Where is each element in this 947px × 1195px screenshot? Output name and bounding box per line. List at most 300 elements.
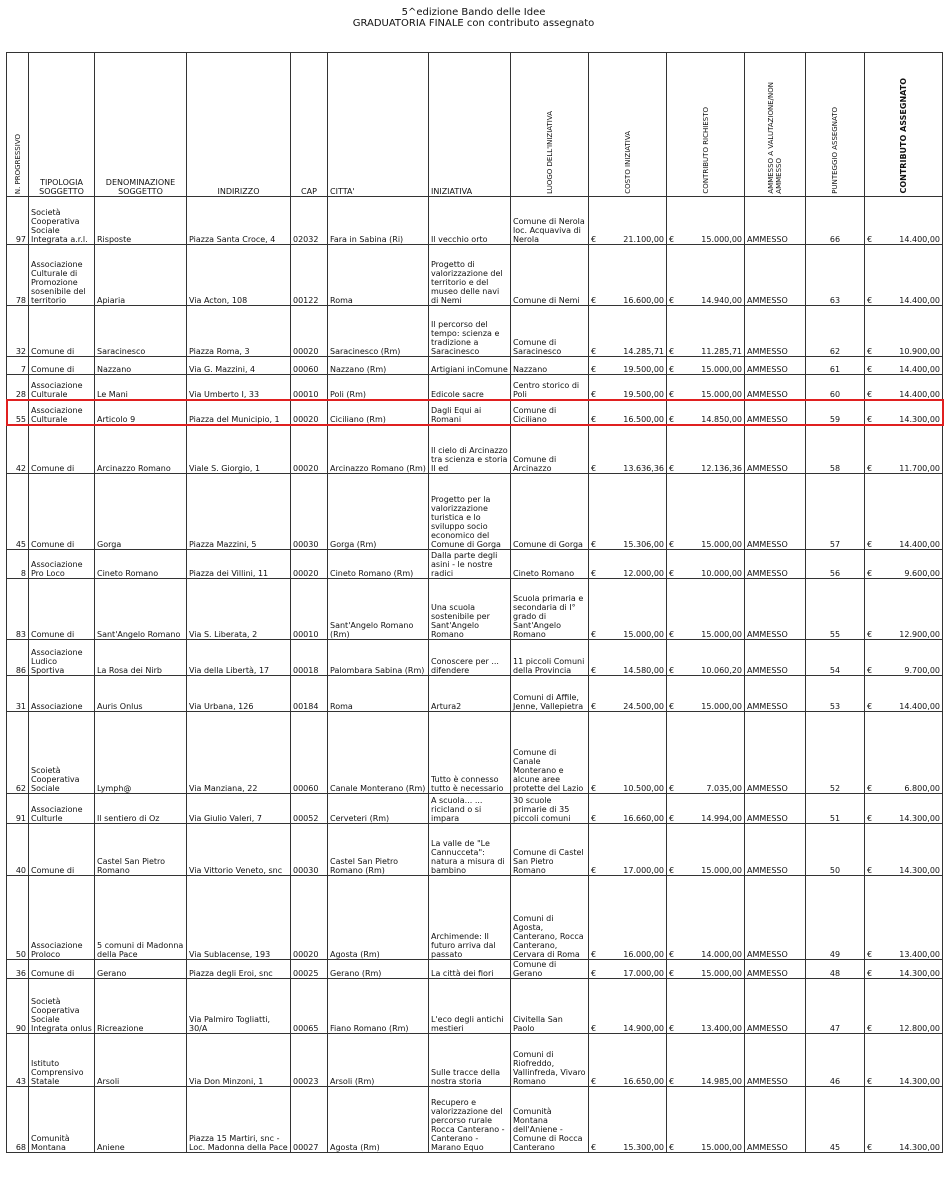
header-ammesso: AMMESSO A VALUTAZIONE/NON AMMESSO bbox=[745, 53, 806, 197]
contributo-assegnato-cell bbox=[865, 876, 943, 960]
luogo-cell: Comune di Nemi bbox=[511, 245, 589, 306]
row-number: 7 bbox=[7, 357, 29, 375]
cap-cell: 00184 bbox=[291, 676, 328, 712]
euro-sign: € bbox=[669, 390, 675, 399]
punteggio-cell: 51 bbox=[806, 794, 865, 824]
costo-cell bbox=[589, 474, 667, 550]
table-row bbox=[7, 375, 943, 400]
header-citta: CITTA' bbox=[328, 53, 429, 197]
cap-cell: 00027 bbox=[291, 1087, 328, 1153]
tipologia-cell: Associazione Culturale di Promozione sosenibile del territorio bbox=[29, 245, 95, 306]
richiesto-cell bbox=[667, 375, 745, 400]
table-row bbox=[7, 712, 943, 794]
luogo-cell: Comune di Arcinazzo bbox=[511, 425, 589, 474]
euro-sign: € bbox=[591, 1143, 597, 1152]
euro-sign: € bbox=[591, 464, 597, 473]
contributo-assegnato-cell bbox=[865, 794, 943, 824]
euro-sign: € bbox=[669, 666, 675, 675]
richiesto-cell bbox=[667, 197, 745, 245]
amount-value: 11.285,71 bbox=[701, 347, 742, 356]
amount-value: 10.060,20 bbox=[701, 666, 742, 675]
amount-value: 15.000,00 bbox=[701, 365, 742, 374]
esito-cell: AMMESSO bbox=[745, 876, 806, 960]
punteggio-cell: 47 bbox=[806, 979, 865, 1034]
amount-value: 16.650,00 bbox=[623, 1077, 664, 1086]
header-tipologia: TIPOLOGIA SOGGETTO bbox=[29, 53, 95, 197]
esito-cell: AMMESSO bbox=[745, 306, 806, 357]
contributo-assegnato-cell bbox=[865, 979, 943, 1034]
euro-sign: € bbox=[591, 1024, 597, 1033]
euro-sign: € bbox=[669, 540, 675, 549]
luogo-cell: Comuni di Affile, Jenne, Vallepietra bbox=[511, 676, 589, 712]
denominazione-cell: Sant'Angelo Romano bbox=[95, 579, 187, 640]
euro-sign: € bbox=[669, 347, 675, 356]
iniziativa-cell: Tutto è connesso tutto è necessario bbox=[429, 712, 511, 794]
citta-cell: Cerveteri (Rm) bbox=[328, 794, 429, 824]
amount-value: 21.100,00 bbox=[623, 235, 664, 244]
table-row bbox=[7, 400, 943, 425]
euro-sign: € bbox=[591, 866, 597, 875]
amount-value: 13.400,00 bbox=[899, 950, 940, 959]
euro-sign: € bbox=[669, 866, 675, 875]
costo-cell bbox=[589, 794, 667, 824]
cap-cell: 00020 bbox=[291, 425, 328, 474]
citta-cell: Gerano (Rm) bbox=[328, 960, 429, 979]
luogo-cell: Comune di Nerola loc. Acquaviva di Nerola bbox=[511, 197, 589, 245]
amount-value: 15.000,00 bbox=[623, 630, 664, 639]
richiesto-cell bbox=[667, 712, 745, 794]
iniziativa-cell: Il percorso del tempo: scienza e tradizione a Saracinesco bbox=[429, 306, 511, 357]
richiesto-cell bbox=[667, 306, 745, 357]
costo-cell bbox=[589, 197, 667, 245]
luogo-cell: Comune di Ciciliano bbox=[511, 400, 589, 425]
citta-cell: Nazzano (Rm) bbox=[328, 357, 429, 375]
punteggio-cell: 66 bbox=[806, 197, 865, 245]
luogo-cell: Comuni di Agosta, Canterano, Rocca Canterano, Cervara di Roma bbox=[511, 876, 589, 960]
citta-cell: Cineto Romano (Rm) bbox=[328, 550, 429, 579]
amount-value: 14.300,00 bbox=[899, 1077, 940, 1086]
esito-cell: AMMESSO bbox=[745, 357, 806, 375]
euro-sign: € bbox=[669, 950, 675, 959]
punteggio-cell: 48 bbox=[806, 960, 865, 979]
punteggio-cell: 45 bbox=[806, 1087, 865, 1153]
amount-value: 15.306,00 bbox=[623, 540, 664, 549]
contributo-assegnato-cell bbox=[865, 579, 943, 640]
euro-sign: € bbox=[867, 296, 873, 305]
indirizzo-cell: Via Giulio Valeri, 7 bbox=[187, 794, 291, 824]
euro-sign: € bbox=[669, 296, 675, 305]
euro-sign: € bbox=[591, 235, 597, 244]
document-title: 5^edizione Bando delle Idee bbox=[401, 7, 546, 18]
amount-value: 14.300,00 bbox=[899, 969, 940, 978]
table-row bbox=[7, 474, 943, 550]
amount-value: 10.000,00 bbox=[701, 569, 742, 578]
denominazione-cell: La Rosa dei Nirb bbox=[95, 640, 187, 676]
amount-value: 13.636,36 bbox=[623, 464, 664, 473]
row-number: 40 bbox=[7, 824, 29, 876]
contributo-assegnato-cell bbox=[865, 375, 943, 400]
euro-sign: € bbox=[867, 666, 873, 675]
citta-cell: Gorga (Rm) bbox=[328, 474, 429, 550]
esito-cell: AMMESSO bbox=[745, 979, 806, 1034]
richiesto-cell bbox=[667, 400, 745, 425]
amount-value: 15.000,00 bbox=[701, 969, 742, 978]
indirizzo-cell: Via G. Mazzini, 4 bbox=[187, 357, 291, 375]
amount-value: 14.400,00 bbox=[899, 365, 940, 374]
euro-sign: € bbox=[591, 390, 597, 399]
amount-value: 15.000,00 bbox=[701, 390, 742, 399]
euro-sign: € bbox=[591, 950, 597, 959]
header-costo: COSTO INIZIATIVA bbox=[589, 53, 667, 197]
indirizzo-cell: Via S. Liberata, 2 bbox=[187, 579, 291, 640]
table-row bbox=[7, 1087, 943, 1153]
tipologia-cell: Comune di bbox=[29, 425, 95, 474]
punteggio-cell: 56 bbox=[806, 550, 865, 579]
contributo-assegnato-cell bbox=[865, 245, 943, 306]
euro-sign: € bbox=[867, 784, 873, 793]
luogo-cell: 11 piccoli Comuni della Provincia bbox=[511, 640, 589, 676]
punteggio-cell: 50 bbox=[806, 824, 865, 876]
citta-cell: Poli (Rm) bbox=[328, 375, 429, 400]
esito-cell: AMMESSO bbox=[745, 197, 806, 245]
luogo-cell: Civitella San Paolo bbox=[511, 979, 589, 1034]
esito-cell: AMMESSO bbox=[745, 712, 806, 794]
citta-cell: Arsoli (Rm) bbox=[328, 1034, 429, 1087]
amount-value: 16.000,00 bbox=[623, 950, 664, 959]
table-row bbox=[7, 357, 943, 375]
iniziativa-cell: Progetto per la valorizzazione turistica e lo sviluppo socio economico del Comune di Gorga bbox=[429, 474, 511, 550]
citta-cell: Saracinesco (Rm) bbox=[328, 306, 429, 357]
iniziativa-cell: Dagli Equi ai Romani bbox=[429, 400, 511, 425]
header-indirizzo: INDIRIZZO bbox=[187, 53, 291, 197]
euro-sign: € bbox=[591, 540, 597, 549]
amount-value: 16.600,00 bbox=[623, 296, 664, 305]
contributo-assegnato-cell bbox=[865, 306, 943, 357]
amount-value: 11.700,00 bbox=[899, 464, 940, 473]
euro-sign: € bbox=[669, 630, 675, 639]
richiesto-cell bbox=[667, 1034, 745, 1087]
iniziativa-cell: Edicole sacre bbox=[429, 375, 511, 400]
luogo-cell: Comune di Canale Monterano e alcune aree protette del Lazio bbox=[511, 712, 589, 794]
euro-sign: € bbox=[591, 814, 597, 823]
richiesto-cell bbox=[667, 979, 745, 1034]
denominazione-cell: Castel San Pietro Romano bbox=[95, 824, 187, 876]
euro-sign: € bbox=[867, 1024, 873, 1033]
indirizzo-cell: Piazza Santa Croce, 4 bbox=[187, 197, 291, 245]
contributo-assegnato-cell bbox=[865, 474, 943, 550]
table-row bbox=[7, 245, 943, 306]
amount-value: 14.580,00 bbox=[623, 666, 664, 675]
euro-sign: € bbox=[867, 814, 873, 823]
iniziativa-cell: Il cielo di Arcinazzo tra scienza e storia II ed bbox=[429, 425, 511, 474]
tipologia-cell: Comune di bbox=[29, 960, 95, 979]
amount-value: 14.900,00 bbox=[623, 1024, 664, 1033]
richiesto-cell bbox=[667, 794, 745, 824]
iniziativa-cell: Dalla parte degli asini - le nostre radici bbox=[429, 550, 511, 579]
amount-value: 24.500,00 bbox=[623, 702, 664, 711]
luogo-cell: Nazzano bbox=[511, 357, 589, 375]
row-number: 68 bbox=[7, 1087, 29, 1153]
euro-sign: € bbox=[867, 1143, 873, 1152]
ranking-table bbox=[6, 52, 943, 1153]
punteggio-cell: 52 bbox=[806, 712, 865, 794]
citta-cell: Fiano Romano (Rm) bbox=[328, 979, 429, 1034]
costo-cell bbox=[589, 245, 667, 306]
esito-cell: AMMESSO bbox=[745, 425, 806, 474]
amount-value: 14.400,00 bbox=[899, 540, 940, 549]
table-row bbox=[7, 676, 943, 712]
amount-value: 12.800,00 bbox=[899, 1024, 940, 1033]
euro-sign: € bbox=[669, 569, 675, 578]
denominazione-cell: Nazzano bbox=[95, 357, 187, 375]
header-iniziativa: INIZIATIVA bbox=[429, 53, 511, 197]
punteggio-cell: 63 bbox=[806, 245, 865, 306]
tipologia-cell: Associazione Culturale bbox=[29, 400, 95, 425]
costo-cell bbox=[589, 425, 667, 474]
punteggio-cell: 55 bbox=[806, 579, 865, 640]
amount-value: 19.500,00 bbox=[623, 365, 664, 374]
cap-cell: 00030 bbox=[291, 474, 328, 550]
cap-cell: 00052 bbox=[291, 794, 328, 824]
euro-sign: € bbox=[669, 1143, 675, 1152]
contributo-assegnato-cell bbox=[865, 1087, 943, 1153]
indirizzo-cell: Via della Libertà, 17 bbox=[187, 640, 291, 676]
amount-value: 14.285,71 bbox=[623, 347, 664, 356]
euro-sign: € bbox=[591, 365, 597, 374]
amount-value: 14.850,00 bbox=[701, 415, 742, 424]
euro-sign: € bbox=[669, 1077, 675, 1086]
punteggio-cell: 54 bbox=[806, 640, 865, 676]
iniziativa-cell: Una scuola sostenibile per Sant'Angelo Romano bbox=[429, 579, 511, 640]
indirizzo-cell: Piazza Roma, 3 bbox=[187, 306, 291, 357]
cap-cell: 00010 bbox=[291, 579, 328, 640]
punteggio-cell: 61 bbox=[806, 357, 865, 375]
amount-value: 14.300,00 bbox=[899, 1143, 940, 1152]
cap-cell: 00060 bbox=[291, 712, 328, 794]
euro-sign: € bbox=[591, 630, 597, 639]
citta-cell: Agosta (Rm) bbox=[328, 1087, 429, 1153]
cap-cell: 00020 bbox=[291, 876, 328, 960]
euro-sign: € bbox=[591, 702, 597, 711]
contributo-assegnato-cell bbox=[865, 824, 943, 876]
amount-value: 14.940,00 bbox=[701, 296, 742, 305]
row-number: 42 bbox=[7, 425, 29, 474]
amount-value: 17.000,00 bbox=[623, 866, 664, 875]
costo-cell bbox=[589, 640, 667, 676]
luogo-cell: Cineto Romano bbox=[511, 550, 589, 579]
denominazione-cell: 5 comuni di Madonna della Pace bbox=[95, 876, 187, 960]
amount-value: 15.000,00 bbox=[701, 702, 742, 711]
denominazione-cell: Articolo 9 bbox=[95, 400, 187, 425]
row-number: 55 bbox=[7, 400, 29, 425]
punteggio-cell: 58 bbox=[806, 425, 865, 474]
cap-cell: 00065 bbox=[291, 979, 328, 1034]
amount-value: 12.000,00 bbox=[623, 569, 664, 578]
euro-sign: € bbox=[867, 365, 873, 374]
tipologia-cell: Comune di bbox=[29, 474, 95, 550]
cap-cell: 02032 bbox=[291, 197, 328, 245]
euro-sign: € bbox=[867, 464, 873, 473]
denominazione-cell: Le Mani bbox=[95, 375, 187, 400]
indirizzo-cell: Via Acton, 108 bbox=[187, 245, 291, 306]
denominazione-cell: Gorga bbox=[95, 474, 187, 550]
tipologia-cell: Società Cooperativa Sociale Integrata a.r.l. bbox=[29, 197, 95, 245]
esito-cell: AMMESSO bbox=[745, 1034, 806, 1087]
amount-value: 10.900,00 bbox=[899, 347, 940, 356]
cap-cell: 00023 bbox=[291, 1034, 328, 1087]
esito-cell: AMMESSO bbox=[745, 550, 806, 579]
euro-sign: € bbox=[591, 347, 597, 356]
euro-sign: € bbox=[867, 702, 873, 711]
euro-sign: € bbox=[669, 702, 675, 711]
euro-sign: € bbox=[867, 969, 873, 978]
table-body bbox=[7, 197, 943, 1153]
euro-sign: € bbox=[867, 1077, 873, 1086]
richiesto-cell bbox=[667, 550, 745, 579]
contributo-assegnato-cell bbox=[865, 550, 943, 579]
cap-cell: 00010 bbox=[291, 375, 328, 400]
row-number: 83 bbox=[7, 579, 29, 640]
cap-cell: 00018 bbox=[291, 640, 328, 676]
row-number: 62 bbox=[7, 712, 29, 794]
table-row bbox=[7, 824, 943, 876]
euro-sign: € bbox=[591, 969, 597, 978]
amount-value: 14.300,00 bbox=[899, 814, 940, 823]
amount-value: 14.400,00 bbox=[899, 390, 940, 399]
punteggio-cell: 62 bbox=[806, 306, 865, 357]
luogo-cell: Comune di Castel San Pietro Romano bbox=[511, 824, 589, 876]
costo-cell bbox=[589, 979, 667, 1034]
euro-sign: € bbox=[591, 1077, 597, 1086]
esito-cell: AMMESSO bbox=[745, 474, 806, 550]
euro-sign: € bbox=[867, 630, 873, 639]
costo-cell bbox=[589, 676, 667, 712]
esito-cell: AMMESSO bbox=[745, 579, 806, 640]
euro-sign: € bbox=[867, 415, 873, 424]
citta-cell: Arcinazzo Romano (Rm) bbox=[328, 425, 429, 474]
costo-cell bbox=[589, 960, 667, 979]
tipologia-cell: Comune di bbox=[29, 306, 95, 357]
row-number: 32 bbox=[7, 306, 29, 357]
euro-sign: € bbox=[867, 950, 873, 959]
indirizzo-cell: Via Don Minzoni, 1 bbox=[187, 1034, 291, 1087]
euro-sign: € bbox=[669, 365, 675, 374]
amount-value: 15.300,00 bbox=[623, 1143, 664, 1152]
euro-sign: € bbox=[591, 569, 597, 578]
indirizzo-cell: Piazza dei Villini, 11 bbox=[187, 550, 291, 579]
luogo-cell: Scuola primaria e secondaria di I° grado di Sant'Angelo Romano bbox=[511, 579, 589, 640]
indirizzo-cell: Viale S. Giorgio, 1 bbox=[187, 425, 291, 474]
cap-cell: 00020 bbox=[291, 306, 328, 357]
richiesto-cell bbox=[667, 1087, 745, 1153]
euro-sign: € bbox=[867, 390, 873, 399]
row-number: 86 bbox=[7, 640, 29, 676]
luogo-cell: Comuni di Riofreddo, Vallinfreda, Vivaro Romano bbox=[511, 1034, 589, 1087]
richiesto-cell bbox=[667, 474, 745, 550]
costo-cell bbox=[589, 712, 667, 794]
esito-cell: AMMESSO bbox=[745, 375, 806, 400]
euro-sign: € bbox=[669, 814, 675, 823]
tipologia-cell: Associazione Ludico Sportiva bbox=[29, 640, 95, 676]
cap-cell: 00025 bbox=[291, 960, 328, 979]
tipologia-cell: Comune di bbox=[29, 824, 95, 876]
amount-value: 19.500,00 bbox=[623, 390, 664, 399]
tipologia-cell: Istituto Comprensivo Statale bbox=[29, 1034, 95, 1087]
denominazione-cell: Apiaria bbox=[95, 245, 187, 306]
row-number: 36 bbox=[7, 960, 29, 979]
header-denominazione: DENOMINAZIONE SOGGETTO bbox=[95, 53, 187, 197]
indirizzo-cell: Via Umberto I, 33 bbox=[187, 375, 291, 400]
euro-sign: € bbox=[669, 235, 675, 244]
euro-sign: € bbox=[669, 415, 675, 424]
row-number: 90 bbox=[7, 979, 29, 1034]
denominazione-cell: Aniene bbox=[95, 1087, 187, 1153]
indirizzo-cell: Via Palmiro Togliatti, 30/A bbox=[187, 979, 291, 1034]
euro-sign: € bbox=[867, 866, 873, 875]
costo-cell bbox=[589, 579, 667, 640]
esito-cell: AMMESSO bbox=[745, 960, 806, 979]
iniziativa-cell: Recupero e valorizzazione del percorso rurale Rocca Canterano - Canterano - Marano Equo bbox=[429, 1087, 511, 1153]
row-number: 8 bbox=[7, 550, 29, 579]
denominazione-cell: Saracinesco bbox=[95, 306, 187, 357]
costo-cell bbox=[589, 876, 667, 960]
citta-cell: Castel San Pietro Romano (Rm) bbox=[328, 824, 429, 876]
document-subtitle: GRADUATORIA FINALE con contributo assegnato bbox=[352, 18, 595, 29]
table-row bbox=[7, 1034, 943, 1087]
iniziativa-cell: Artura2 bbox=[429, 676, 511, 712]
euro-sign: € bbox=[867, 540, 873, 549]
amount-value: 9.700,00 bbox=[904, 666, 940, 675]
euro-sign: € bbox=[669, 464, 675, 473]
euro-sign: € bbox=[867, 235, 873, 244]
costo-cell bbox=[589, 824, 667, 876]
amount-value: 14.400,00 bbox=[899, 702, 940, 711]
euro-sign: € bbox=[669, 1024, 675, 1033]
costo-cell bbox=[589, 1087, 667, 1153]
row-number: 78 bbox=[7, 245, 29, 306]
denominazione-cell: Cineto Romano bbox=[95, 550, 187, 579]
iniziativa-cell: Sulle tracce della nostra storia bbox=[429, 1034, 511, 1087]
iniziativa-cell: Progetto di valorizzazione del territorio e del museo delle navi di Nemi bbox=[429, 245, 511, 306]
iniziativa-cell: La città dei fiori bbox=[429, 960, 511, 979]
citta-cell: Ciciliano (Rm) bbox=[328, 400, 429, 425]
contributo-assegnato-cell bbox=[865, 676, 943, 712]
cap-cell: 00020 bbox=[291, 400, 328, 425]
esito-cell: AMMESSO bbox=[745, 676, 806, 712]
table-row bbox=[7, 794, 943, 824]
amount-value: 15.000,00 bbox=[701, 630, 742, 639]
iniziativa-cell: A scuola... ... ricicland o si impara bbox=[429, 794, 511, 824]
amount-value: 14.994,00 bbox=[701, 814, 742, 823]
tipologia-cell: Scoietà Cooperativa Sociale bbox=[29, 712, 95, 794]
indirizzo-cell: Via Vittorio Veneto, snc bbox=[187, 824, 291, 876]
contributo-assegnato-cell bbox=[865, 357, 943, 375]
richiesto-cell bbox=[667, 824, 745, 876]
iniziativa-cell: Conoscere per ... difendere bbox=[429, 640, 511, 676]
denominazione-cell: Il sentiero di Oz bbox=[95, 794, 187, 824]
tipologia-cell: Associazione Culturle bbox=[29, 794, 95, 824]
denominazione-cell: Ricreazione bbox=[95, 979, 187, 1034]
amount-value: 14.300,00 bbox=[899, 866, 940, 875]
row-number: 31 bbox=[7, 676, 29, 712]
tipologia-cell: Comune di bbox=[29, 357, 95, 375]
amount-value: 16.500,00 bbox=[623, 415, 664, 424]
table-row bbox=[7, 425, 943, 474]
esito-cell: AMMESSO bbox=[745, 824, 806, 876]
richiesto-cell bbox=[667, 425, 745, 474]
esito-cell: AMMESSO bbox=[745, 245, 806, 306]
table-row bbox=[7, 550, 943, 579]
